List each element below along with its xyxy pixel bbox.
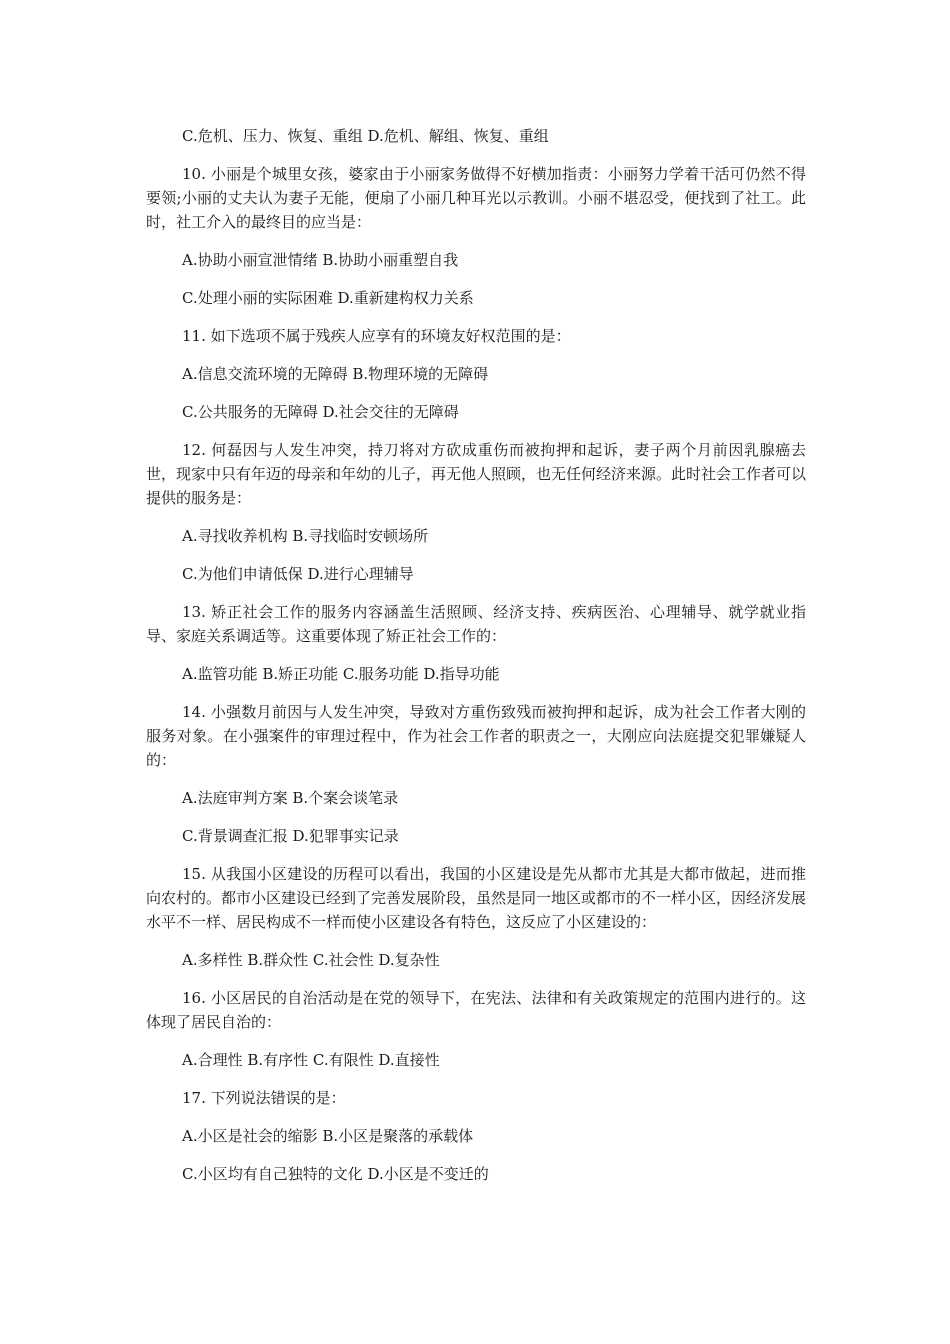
- option-line-q13-abcd: A.监管功能 B.矫正功能 C.服务功能 D.指导功能: [182, 665, 500, 683]
- question-10: 10. 小丽是个城里女孩，婆家由于小丽家务做得不好横加指责：小丽努力学着干活可仍然不得要领;小丽的丈夫认为妻子无能，便扇了小丽几种耳光以示教训。小丽不堪忍受，便找到了社工。此时，社工介入的最终目的应当是：: [146, 165, 806, 231]
- option-line-q12-cd: C.为他们申请低保 D.进行心理辅导: [182, 565, 414, 583]
- document-page: [146, 124, 806, 1186]
- question-17: 17. 下列说法错误的是：: [182, 1089, 346, 1107]
- question-14: 14. 小强数月前因与人发生冲突，导致对方重伤致残而被拘押和起诉，成为社会工作者大刚的服务对象。在小强案件的审理过程中，作为社会工作者的职责之一，大刚应向法庭提交犯罪嫌疑人的：: [146, 703, 806, 769]
- option-line-q17-ab: A.小区是社会的缩影 B.小区是聚落的承载体: [182, 1127, 474, 1145]
- option-line-q15-abcd: A.多样性 B.群众性 C.社会性 D.复杂性: [182, 951, 440, 969]
- option-line-q9-cd: C.危机、压力、恢复、重组 D.危机、解组、恢复、重组: [182, 127, 549, 145]
- question-16: 16. 小区居民的自治活动是在党的领导下，在宪法、法律和有关政策规定的范围内进行的。这体现了居民自治的：: [146, 989, 806, 1031]
- option-line-q11-cd: C.公共服务的无障碍 D.社会交往的无障碍: [182, 403, 459, 421]
- question-13: 13. 矫正社会工作的服务内容涵盖生活照顾、经济支持、疾病医治、心理辅导、就学就业指导、家庭关系调适等。这重要体现了矫正社会工作的：: [146, 603, 806, 645]
- option-line-q10-ab: A.协助小丽宣泄情绪 B.协助小丽重塑自我: [182, 251, 459, 269]
- option-line-q14-cd: C.背景调查汇报 D.犯罪事实记录: [182, 827, 399, 845]
- option-line-q12-ab: A.寻找收养机构 B.寻找临时安顿场所: [182, 527, 429, 545]
- option-line-q16-abcd: A.合理性 B.有序性 C.有限性 D.直接性: [182, 1051, 440, 1069]
- question-15: 15. 从我国小区建设的历程可以看出，我国的小区建设是先从都市尤其是大都市做起，进而推向农村的。都市小区建设已经到了完善发展阶段，虽然是同一地区或都市的不一样小区，因经济发展水平不一样、居民构成不一样而使小区建设各有特色，这反应了小区建设的：: [146, 865, 807, 931]
- option-line-q17-cd: C.小区均有自己独特的文化 D.小区是不变迁的: [182, 1165, 489, 1183]
- option-line-q14-ab: A.法庭审判方案 B.个案会谈笔录: [182, 789, 399, 807]
- option-line-q11-ab: A.信息交流环境的无障碍 B.物理环境的无障碍: [182, 365, 489, 383]
- question-12: 12. 何磊因与人发生冲突，持刀将对方砍成重伤而被拘押和起诉，妻子两个月前因乳腺癌去世，现家中只有年迈的母亲和年幼的儿子，再无他人照顾，也无任何经济来源。此时社会工作者可以提供的服务是：: [146, 441, 807, 507]
- option-line-q10-cd: C.处理小丽的实际困难 D.重新建构权力关系: [182, 289, 474, 307]
- question-11: 11. 如下选项不属于残疾人应享有的环境友好权范围的是：: [182, 327, 571, 345]
